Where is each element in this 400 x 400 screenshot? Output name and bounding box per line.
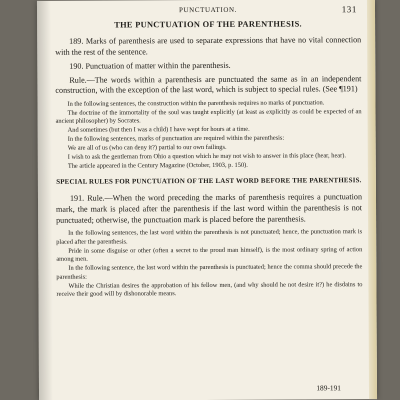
example-sentence: The doctrine of the immortality of the soul was taught explicitly (at least as explicitly as could be expected of an ancient philosopher) by Socrates. <box>55 108 362 126</box>
special-rules-heading: SPECIAL RULES FOR PUNCTUATION OF THE LAST WORD BEFORE THE PARENTHESIS. <box>56 177 362 186</box>
example-sentence: I wish to ask the gentleman from Ohio a question which he may not wish to answer in this place (hear, hear). <box>67 152 346 162</box>
example-intro: In the following sentence, the last word within the parenthesis is punctuated; hence the comma should precede the parenthesis: <box>56 263 363 281</box>
rule-191-paragraph: 191. Rule.—When the word preceding the marks of parenthesis requires a punctuation mark, the mark is placed after the parenthesis if the last word within the parenthesis is not punctuated; otherwise, the punctuation mark is placed before the parenthesis. <box>56 192 363 225</box>
page-edge <box>367 0 377 399</box>
example-sentence: Pride in some disguise or other (often a secret to the proud man himself), is the most ordinary spring of action among men. <box>56 245 363 264</box>
example-intro: In the following sentences, the last word within the parenthesis is not punctuated; hence, the punctuation mark is placed after the parenthesis. <box>56 228 363 246</box>
paragraph-189: 189. Marks of parenthesis are used to separate expressions that have no vital connection with the rest of the sentence. <box>55 35 362 57</box>
page-number: 131 <box>341 4 358 15</box>
running-head <box>55 5 361 21</box>
example-sentence: The article appeared in the Century Magazine (October, 1903, p. 150). <box>67 162 248 171</box>
running-head-title: PUNCTUATION. <box>179 5 237 15</box>
section-title: THE PUNCTUATION OF THE PARENTHESIS. <box>114 19 302 30</box>
example-sentence: And sometimes (but then I was a child) I have wept for hours at a time. <box>67 126 250 135</box>
spine-shadow <box>37 1 53 400</box>
rule-paragraph: Rule.—The words within a parenthesis are punctuated the same as in an independent construction, with the exception of the last word, which is subject to special rules. (See ¶191) <box>55 73 362 96</box>
example-sentence: We are all of us (who can deny it?) partial to our own failings. <box>67 144 227 153</box>
section-range-footer: 189-191 <box>316 383 342 393</box>
book-page <box>37 0 377 400</box>
paragraph-190: 190. Punctuation of matter within the parenthesis. <box>69 61 231 71</box>
page-content <box>55 5 363 300</box>
example-intro: In the following sentences, the construction within the parenthesis requires no marks of punctuation. <box>67 99 325 108</box>
example-intro: In the following sentences, marks of punctuation are required within the parenthesis: <box>67 135 285 144</box>
example-sentence: While the Christian desires the approbation of his fellow men, (and why should he not desire it?) he disdains to receive their good will by dishonorable means. <box>56 280 363 299</box>
